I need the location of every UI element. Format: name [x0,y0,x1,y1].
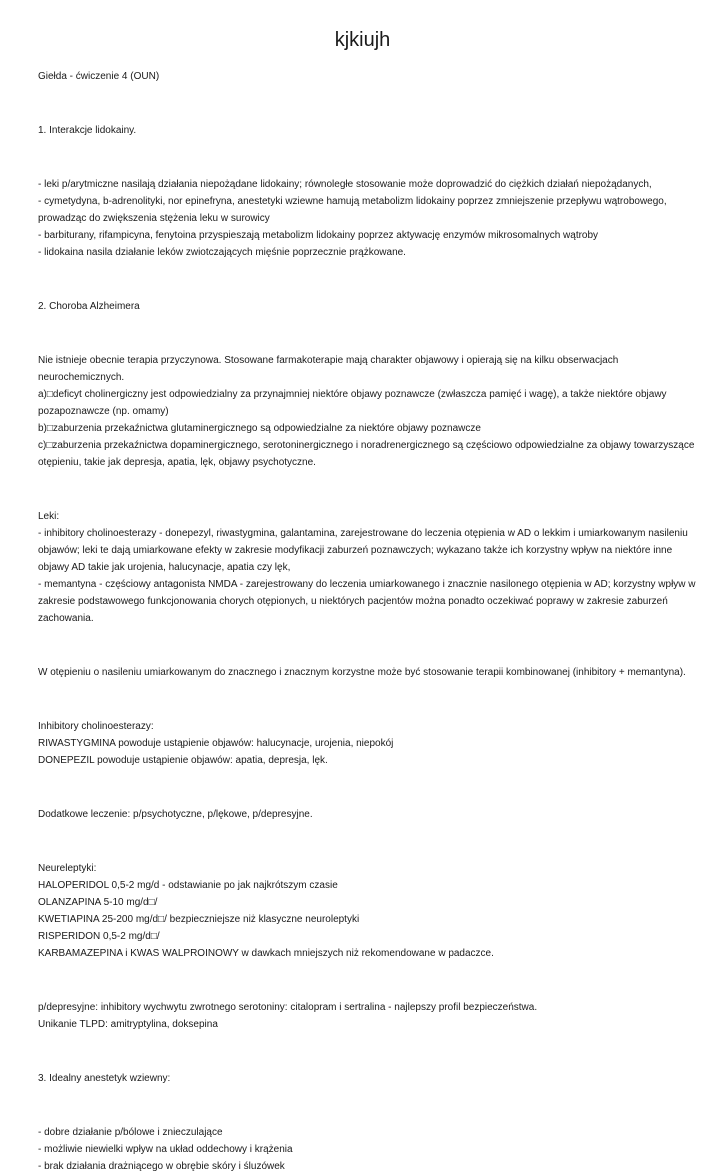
text-line: KWETIAPINA 25-200 mg/d□/ bezpieczniejsze niż klasyczne neuroleptyki [38,914,360,925]
text-line: - memantyna - częściowy antagonista NMDA - zarejestrowany do leczenia umiarkowanego i znacznie nasilonego otępienia w AD; korzystny wpływ w [38,579,696,590]
text-line: DONEPEZIL powoduje ustąpienie objawów: apatia, depresja, lęk. [38,755,328,766]
text-line: prowadząc do zwiększenia stężenia leku w surowicy [38,213,270,224]
text-line: - leki p/arytmiczne nasilają działania niepożądane lidokainy; równoległe stosowanie może doprowadzić do ciężkich działań niepożądanych, [38,179,652,190]
text-line: - dobre działanie p/bólowe i znieczulające [38,1127,223,1138]
blank-line [38,481,688,498]
blank-line [38,779,688,796]
text-line: - cymetydyna, b-adrenolityki, nor epinefryna, anestetyki wziewne hamują metabolizm lidokainy poprzez zmniejszenie przepływu wątrobowego, [38,196,667,207]
blank-line [38,691,688,708]
blank-line [38,972,688,989]
blank-line [38,833,688,850]
text-line: - barbiturany, rifampicyna, fenytoina przyspieszają metabolizm lidokainy poprzez aktywację enzymów mikrosomalnych wątroby [38,230,599,241]
text-line: Giełda - ćwiczenie 4 (OUN) [38,71,160,82]
text-line: Dodatkowe leczenie: p/psychotyczne, p/lękowe, p/depresyjne. [38,809,313,820]
text-line: - lidokaina nasila działanie leków zwiotczających mięśnie poprzecznie prążkowane. [38,247,406,258]
document-title: kjkiujh [334,29,391,51]
text-line: a)□deficyt cholinergiczny jest odpowiedzialny za przynajmniej niektóre objawy poznawcze (zwłaszcza pamięć i wagę), a także niektóre objawy [38,389,667,400]
text-line: objawów; leki te dają umiarkowane efekty w zakresie modyfikacji zaburzeń poznawczych; wykazano także ich korzystny wpływ na niektóre inne [38,545,673,556]
text-line: Leki: [38,511,60,522]
text-line: RISPERIDON 0,5-2 mg/d□/ [38,931,160,942]
text-line: neurochemicznych. [38,372,125,383]
text-line: Unikanie TLPD: amitryptylina, doksepina [38,1019,218,1030]
blank-line [38,1043,688,1060]
text-line: - brak działania drażniącego w obrębie skóry i śluzówek [38,1161,285,1172]
text-line: p/depresyjne: inhibitory wychwytu zwrotnego serotoniny: citalopram i sertralina - najlepszy profil bezpieczeństwa. [38,1002,538,1013]
text-line: b)□zaburzenia przekaźnictwa glutaminergicznego są odpowiedzialne za niektóre objawy poznawcze [38,423,481,434]
text-line: Inhibitory cholinoesterazy: [38,721,154,732]
text-line: 1. Interakcje lidokainy. [38,125,137,136]
text-line: c)□zaburzenia przekaźnictwa dopaminergicznego, serotoninergicznego i noradrenergicznego są częściowo odpowiedzialne za objawy towarzyszące [38,440,695,451]
text-line: - możliwie niewielki wpływ na układ oddechowy i krążenia [38,1144,293,1155]
text-line: zachowania. [38,613,94,624]
text-line: otępieniu, takie jak depresja, apatia, lęk, objawy psychotyczne. [38,457,316,468]
blank-line [38,325,688,342]
text-line: pozapoznawcze (np. omamy) [38,406,169,417]
blank-line [38,95,688,112]
document-body [38,68,696,1175]
text-line: W otępieniu o nasileniu umiarkowanym do znacznego i znacznym korzystne może być stosowanie terapii kombinowanej (inhibitory + memantyna). [38,667,686,678]
text-line: Neureleptyki: [38,863,97,874]
text-line: 2. Choroba Alzheimera [38,301,140,312]
blank-line [38,149,688,166]
text-line: RIWASTYGMINA powoduje ustąpienie objawów: halucynacje, urojenia, niepokój [38,738,394,749]
text-line: KARBAMAZEPINA i KWAS WALPROINOWY w dawkach mniejszych niż rekomendowane w padaczce. [38,948,494,959]
blank-line [38,271,688,288]
text-line: HALOPERIDOL 0,5-2 mg/d - odstawianie po jak najkrótszym czasie [38,880,338,891]
blank-line [38,1097,688,1114]
text-line: OLANZAPINA 5-10 mg/d□/ [38,897,158,908]
text-line: 3. Idealny anestetyk wziewny: [38,1073,171,1084]
text-line: - inhibitory cholinoesterazy - donepezyl, riwastygmina, galantamina, zarejestrowane do leczenia otępienia w AD o lekkim i umiarkowanym nasileniu [38,528,688,539]
text-line: zakresie podstawowego funkcjonowania chorych otępionych, u niektórych pacjentów można ponadto oczekiwać poprawy w zakresie zaburzeń [38,596,668,607]
text-line: objawy AD takie jak urojenia, halucynacje, apatia czy lęk, [38,562,291,573]
text-line: Nie istnieje obecnie terapia przyczynowa. Stosowane farmakoterapie mają charakter objawowy i opierają się na kilku obserwacjach [38,355,619,366]
blank-line [38,637,688,654]
